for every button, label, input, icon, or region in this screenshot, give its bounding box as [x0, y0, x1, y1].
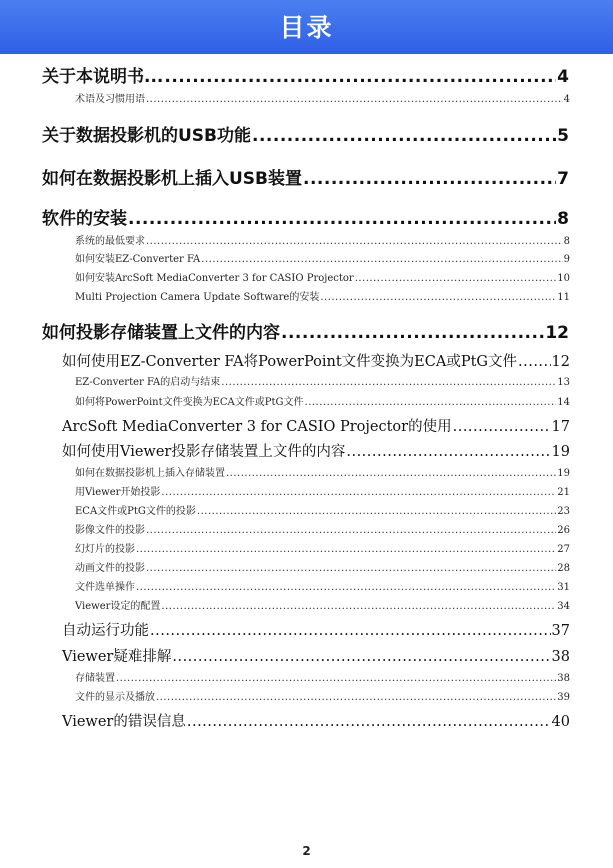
toc-entry[interactable]: [75, 272, 570, 285]
toc-entry-page: 21: [557, 487, 570, 498]
toc-entry-title: 存储装置: [75, 673, 115, 684]
toc-entry[interactable]: [75, 486, 570, 499]
toc-entry-title: 如何使用EZ-Converter FA将PowerPoint文件变换为ECA或PtG文件: [62, 354, 517, 370]
toc-entry-page: 14: [557, 397, 570, 408]
toc-entry[interactable]: [75, 467, 570, 480]
toc-entry-page: 37: [551, 623, 570, 639]
toc-entry-title: 动画文件的投影: [75, 563, 145, 574]
toc-entry-page: 10: [557, 273, 570, 284]
toc-entry-page: 38: [551, 649, 570, 665]
toc-entry-title: 如何安装EZ-Converter FA: [75, 254, 201, 265]
toc-entry-page: 38: [557, 673, 570, 684]
toc-entry-page: 4: [563, 94, 570, 105]
toc-entry-page: 8: [563, 236, 570, 247]
toc-entry-title: Multi Projection Camera Update Software的安装: [75, 292, 320, 303]
toc-entry-title: 如何将PowerPoint文件变换为ECA文件或PtG文件: [75, 397, 304, 408]
toc-entry[interactable]: [75, 376, 570, 389]
toc-entry-page: 26: [557, 525, 570, 536]
page-title: 目录: [279, 13, 334, 42]
toc-entry-title: 软件的安装: [42, 209, 127, 229]
toc-entry-title: 关于本说明书...: [42, 67, 164, 87]
toc-entry[interactable]: [75, 543, 570, 556]
toc-entry-title: 系统的最低要求: [75, 236, 145, 247]
toc-entry-page: 39: [557, 692, 570, 703]
toc-entry-title: Viewer的错误信息: [62, 714, 186, 730]
toc-entry-page: 19: [557, 468, 570, 479]
toc-entry-title: 关于数据投影机的USB功能: [42, 126, 252, 146]
toc-entry-title: 如何安装ArcSoft MediaConverter 3 for CASIO Projector: [75, 273, 354, 284]
toc-entry-title: ECA文件或PtG文件的投影: [75, 506, 196, 517]
toc-entry[interactable]: [62, 713, 570, 732]
toc-entry[interactable]: [42, 208, 569, 230]
toc-entry[interactable]: [62, 353, 570, 372]
toc-entry[interactable]: [42, 125, 569, 147]
toc-entry-page: 12: [551, 354, 570, 370]
toc-entry[interactable]: [62, 648, 570, 667]
toc-entry[interactable]: [75, 235, 570, 248]
toc-entry-page: 8: [557, 209, 569, 229]
toc-entry-page: 12: [545, 323, 569, 343]
title-banner: [0, 0, 613, 54]
toc-entry[interactable]: [42, 66, 569, 88]
toc-entry[interactable]: [62, 418, 570, 437]
toc-entry-page: 13: [557, 377, 570, 388]
toc-entry[interactable]: [42, 168, 569, 190]
toc-entry-title: 影像文件的投影: [75, 525, 145, 536]
toc-entry[interactable]: [75, 581, 570, 594]
toc-entry-page: 11: [557, 292, 570, 303]
toc-entry-page: 23: [557, 506, 570, 517]
toc-entry-title: 用Viewer开始投影: [75, 487, 161, 498]
toc-entry[interactable]: [75, 672, 570, 685]
toc-entry[interactable]: [75, 396, 570, 409]
toc-entry-title: 术语及习惯用语: [75, 94, 145, 105]
toc-entry-title: Viewer设定的配置: [75, 601, 161, 612]
toc-entry-page: 40: [551, 714, 570, 730]
toc-entry[interactable]: [75, 691, 570, 704]
toc-entry-title: 如何使用Viewer投影存储装置上文件的内容: [62, 444, 346, 460]
toc-entry-page: 4: [557, 67, 569, 87]
toc-entry[interactable]: [75, 291, 570, 304]
toc-entry-page: 9: [563, 254, 570, 265]
page-number: 2: [302, 844, 311, 858]
toc-entry[interactable]: [75, 505, 570, 518]
toc-entry-title: EZ-Converter FA的启动与结束: [75, 377, 221, 388]
toc-entry-title: 自动运行功能: [62, 623, 149, 639]
toc-entry-title: 如何投影存储装置上文件的内容: [42, 323, 280, 343]
toc-entry[interactable]: [75, 600, 570, 613]
toc-entry-title: 如何在数据投影机上插入存储装置: [75, 468, 225, 479]
toc-entry-page: 31: [557, 582, 570, 593]
toc-entry-title: 如何在数据投影机上插入USB装置: [42, 169, 303, 189]
toc-entry-page: 19: [551, 444, 570, 460]
toc-entry-title: 文件的显示及播放: [75, 692, 155, 703]
toc-entry-page: 34: [557, 601, 570, 612]
toc-entry[interactable]: [62, 622, 570, 641]
toc-entry-title: Viewer疑难排解: [62, 649, 172, 665]
toc-entry-title: 文件选单操作: [75, 582, 135, 593]
toc-entry-page: 28: [557, 563, 570, 574]
toc-entry-page: 27: [557, 544, 570, 555]
toc-entry[interactable]: [75, 562, 570, 575]
toc-entry-page: 17: [551, 419, 570, 435]
toc-entry[interactable]: [75, 93, 570, 106]
toc-entry-page: 5: [557, 126, 569, 146]
toc-entry-title: 幻灯片的投影: [75, 544, 135, 555]
toc-entry-page: 7: [557, 169, 569, 189]
toc-entry[interactable]: [75, 524, 570, 537]
toc-entry[interactable]: [42, 322, 569, 344]
toc-entry[interactable]: [62, 443, 570, 462]
toc-entry[interactable]: [75, 253, 570, 266]
toc-entry-title: ArcSoft MediaConverter 3 for CASIO Projector的使用: [62, 419, 452, 435]
